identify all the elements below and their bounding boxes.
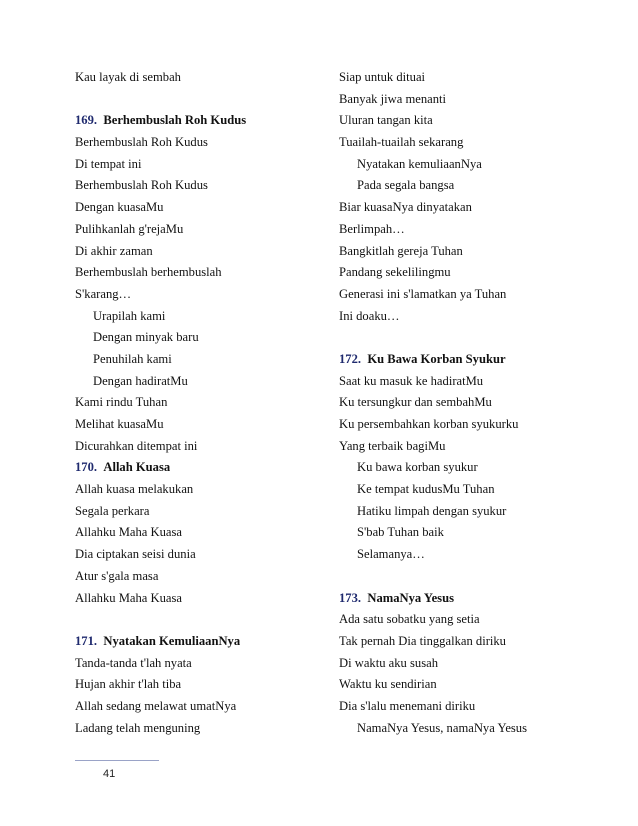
lyric-line: Ini doaku… bbox=[339, 308, 400, 323]
lyric-line: Yang terbaik bagiMu bbox=[339, 438, 446, 453]
lyric-line: Berhembuslah berhembuslah bbox=[75, 265, 222, 280]
lyric-line: Dia ciptakan seisi dunia bbox=[75, 547, 196, 562]
song-title-text: Nyatakan KemuliaanNya bbox=[103, 633, 241, 648]
lyric-line: Di tempat ini bbox=[75, 156, 142, 171]
lyric-line: Dengan kuasaMu bbox=[75, 200, 164, 215]
lyric-line: Ku persembahkan korban syukurku bbox=[339, 417, 519, 431]
lyric-line: Pandang sekelilingmu bbox=[339, 265, 451, 280]
song-title-text: Allah Kuasa bbox=[103, 460, 171, 475]
blank-line bbox=[339, 327, 599, 349]
chorus-line: Urapilah kami bbox=[93, 308, 166, 323]
lyric-line: S'karang… bbox=[75, 286, 132, 301]
lyric-line: Allah kuasa melakukan bbox=[75, 482, 194, 497]
lyric-line: Tanda-tanda t'lah nyata bbox=[75, 655, 192, 670]
lyric-line: Dicurahkan ditempat ini bbox=[75, 438, 198, 453]
song-number: 172. bbox=[339, 351, 362, 366]
song-number: 171. bbox=[75, 633, 98, 648]
chorus-line: S'bab Tuhan baik bbox=[357, 525, 444, 540]
lyric-line: Waktu ku sendirian bbox=[339, 677, 437, 692]
lyric-line: Kau layak di sembah bbox=[75, 70, 181, 84]
song-number: 169. bbox=[75, 113, 98, 128]
lyric-line: Melihat kuasaMu bbox=[75, 417, 164, 431]
lyric-line: Berhembuslah Roh Kudus bbox=[75, 135, 208, 150]
chorus-line: Pada segala bangsa bbox=[357, 178, 455, 193]
blank-line bbox=[75, 609, 325, 631]
lyric-line: Atur s'gala masa bbox=[75, 568, 159, 583]
lyric-line: Segala perkara bbox=[75, 503, 150, 518]
chorus-line: Penuhilah kami bbox=[93, 351, 172, 366]
song-number: 173. bbox=[339, 590, 362, 605]
song-title bbox=[339, 588, 599, 610]
lyric-line: Hujan akhir t'lah tiba bbox=[75, 677, 182, 692]
lyric-line: Di waktu aku susah bbox=[339, 655, 438, 670]
song-title bbox=[75, 457, 325, 479]
chorus-line: NamaNya Yesus, namaNya Yesus bbox=[357, 720, 528, 735]
left-lyrics-column bbox=[75, 67, 325, 739]
chorus-line: Dengan hadiratMu bbox=[93, 373, 188, 388]
song-title bbox=[75, 110, 325, 132]
song-title-text: NamaNya Yesus bbox=[367, 590, 454, 605]
right-lyrics-column bbox=[339, 67, 599, 739]
song-title bbox=[75, 631, 325, 653]
chorus-line: Dengan minyak baru bbox=[93, 330, 199, 345]
chorus-line: Selamanya… bbox=[357, 547, 425, 562]
lyric-line: Ada satu sobatku yang setia bbox=[339, 612, 480, 627]
lyric-line: Tuailah-tuailah sekarang bbox=[339, 135, 464, 150]
chorus-line: Nyatakan kemuliaanNya bbox=[357, 156, 482, 171]
blank-line bbox=[75, 89, 325, 111]
song-title-text: Ku Bawa Korban Syukur bbox=[367, 351, 506, 366]
lyric-line: Allahku Maha Kuasa bbox=[75, 525, 183, 540]
lyric-line: Saat ku masuk ke hadiratMu bbox=[339, 373, 484, 388]
chorus-line: Hatiku limpah dengan syukur bbox=[357, 503, 507, 518]
lyric-line: Generasi ini s'lamatkan ya Tuhan bbox=[339, 286, 507, 301]
lyric-line: Di akhir zaman bbox=[75, 243, 153, 258]
lyric-line: Kami rindu Tuhan bbox=[75, 395, 168, 410]
lyric-line: Ku tersungkur dan sembahMu bbox=[339, 395, 492, 410]
lyric-line: Berhembuslah Roh Kudus bbox=[75, 178, 208, 193]
lyric-line: Banyak jiwa menanti bbox=[339, 91, 447, 106]
song-number: 170. bbox=[75, 460, 98, 475]
lyric-line: Berlimpah… bbox=[339, 221, 405, 236]
lyric-line: Allahku Maha Kuasa bbox=[75, 590, 183, 605]
footer-rule bbox=[75, 760, 159, 761]
song-title-text: Berhembuslah Roh Kudus bbox=[103, 113, 247, 128]
chorus-line: Ku bawa korban syukur bbox=[357, 460, 478, 475]
chorus-line: Ke tempat kudusMu Tuhan bbox=[357, 482, 495, 497]
blank-line bbox=[339, 566, 599, 588]
lyric-line: Bangkitlah gereja Tuhan bbox=[339, 243, 463, 258]
lyric-line: Siap untuk dituai bbox=[339, 70, 426, 84]
lyric-line: Uluran tangan kita bbox=[339, 113, 433, 128]
song-title bbox=[339, 349, 599, 371]
lyric-line: Allah sedang melawat umatNya bbox=[75, 698, 237, 713]
lyric-line: Pulihkanlah g'rejaMu bbox=[75, 221, 184, 236]
page-number: 41 bbox=[103, 768, 116, 780]
lyric-line: Dia s'lalu menemani diriku bbox=[339, 698, 476, 713]
lyric-line: Biar kuasaNya dinyatakan bbox=[339, 200, 472, 215]
lyric-line: Ladang telah menguning bbox=[75, 720, 201, 735]
lyric-line: Tak pernah Dia tinggalkan diriku bbox=[339, 633, 506, 648]
